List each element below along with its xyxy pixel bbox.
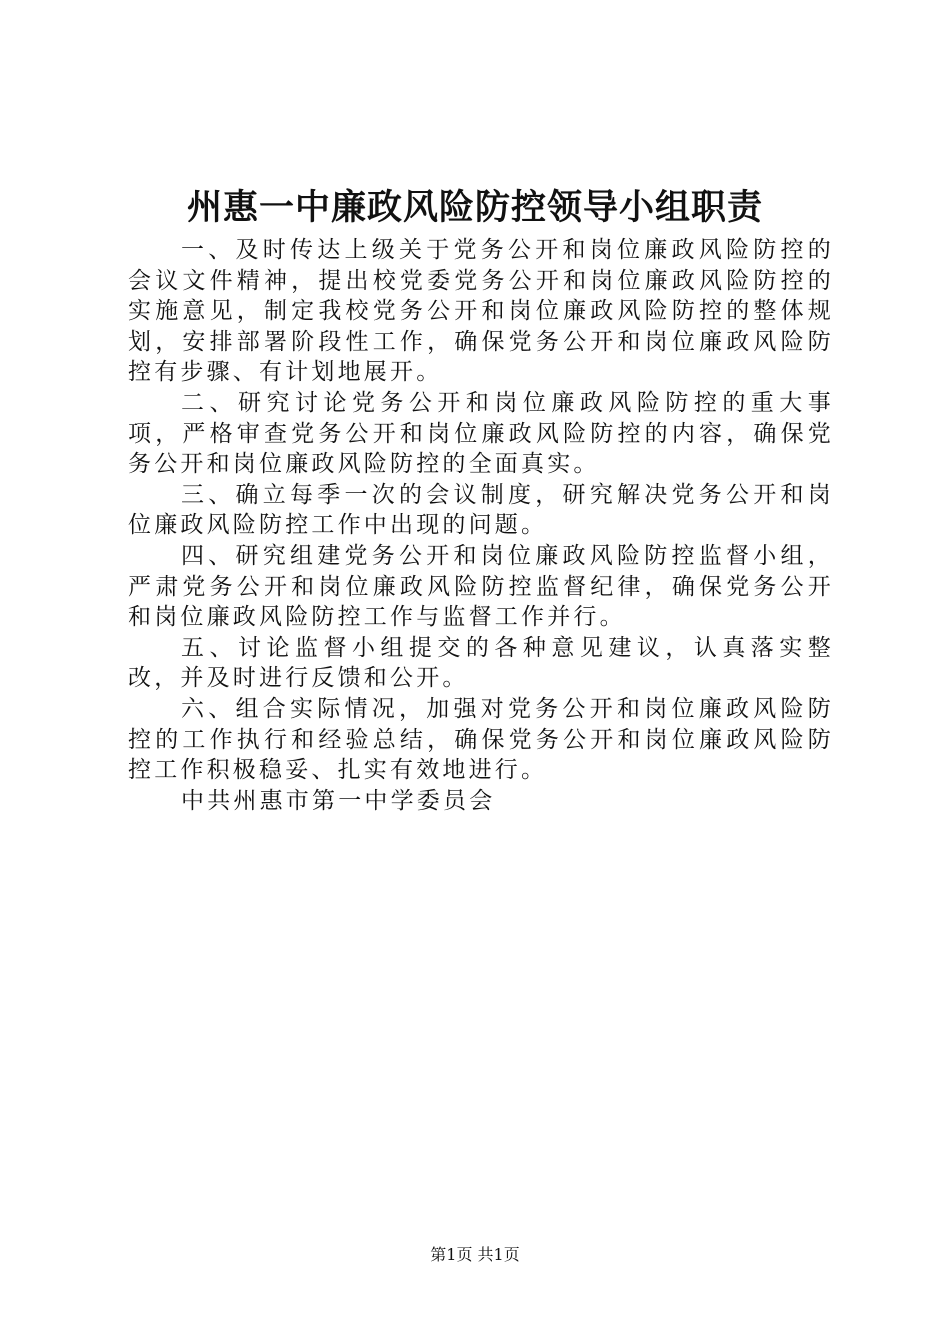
paragraph-1: 一、及时传达上级关于党务公开和岗位廉政风险防控的会议文件精神，提出校党委党务公开和岗位廉政风险防控的实施意见，制定我校党务公开和岗位廉政风险防控的整体规划，安排部署阶段性工作，确保党务公开和岗位廉政风险防控有步骤、有计划地展开。 bbox=[128, 237, 834, 386]
document-body bbox=[128, 235, 834, 816]
page-footer: 第1页 共1页 bbox=[430, 1245, 520, 1264]
paragraph-5: 五、讨论监督小组提交的各种意见建议，认真落实整改，并及时进行反馈和公开。 bbox=[128, 634, 834, 692]
paragraph-2: 二、研究讨论党务公开和岗位廉政风险防控的重大事项，严格审查党务公开和岗位廉政风险防控的内容，确保党务公开和岗位廉政风险防控的全面真实。 bbox=[128, 389, 834, 478]
paragraph-4: 四、研究组建党务公开和岗位廉政风险防控监督小组，严肃党务公开和岗位廉政风险防控监督纪律，确保党务公开和岗位廉政风险防控工作与监督工作并行。 bbox=[128, 542, 834, 631]
document-title: 州惠一中廉政风险防控领导小组职责 bbox=[186, 187, 763, 228]
paragraph-6: 六、组合实际情况，加强对党务公开和岗位廉政风险防控的工作执行和经验总结，确保党务公开和岗位廉政风险防控工作积极稳妥、扎实有效地进行。 bbox=[128, 695, 834, 784]
paragraph-3: 三、确立每季一次的会议制度，研究解决党务公开和岗位廉政风险防控工作中出现的问题。 bbox=[128, 481, 834, 539]
signature: 中共州惠市第一中学委员会 bbox=[181, 787, 496, 814]
